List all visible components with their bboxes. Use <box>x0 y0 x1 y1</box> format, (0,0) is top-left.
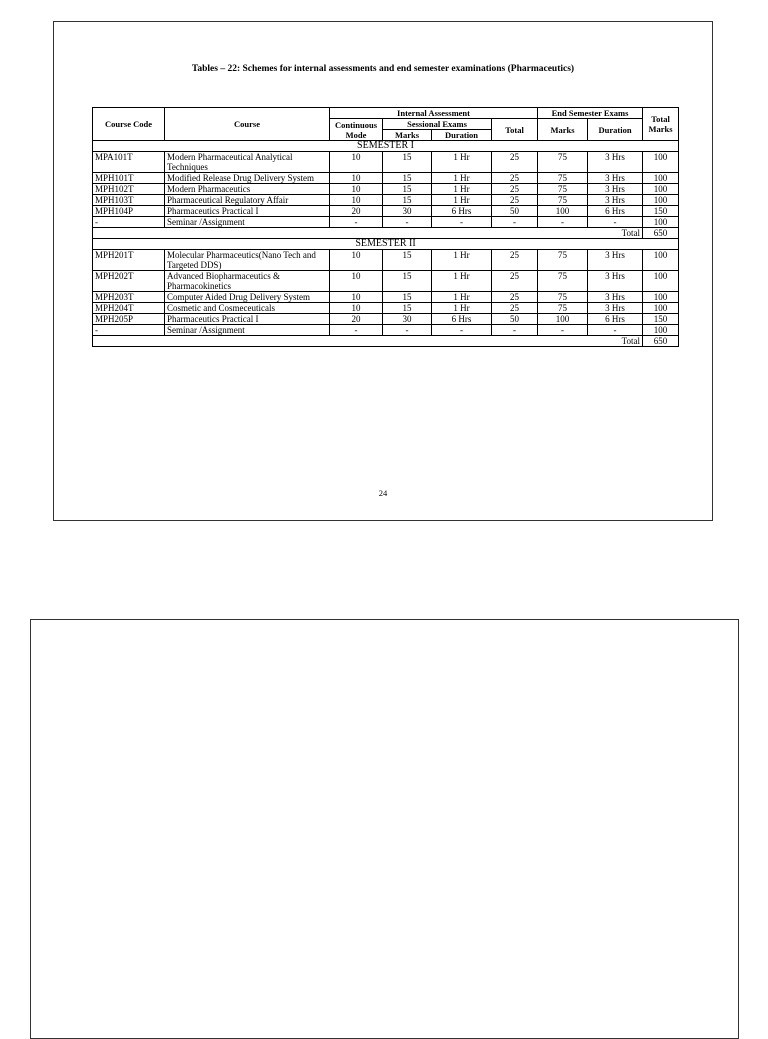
sessional-marks-cell: 15 <box>383 250 432 271</box>
semester-header-row <box>93 141 679 152</box>
es-duration-cell: 3 Hrs <box>588 250 643 271</box>
sessional-marks-cell: - <box>383 325 432 336</box>
sessional-marks-cell: 15 <box>383 184 432 195</box>
header-es-marks: Marks <box>538 119 588 141</box>
course-name-cell: Pharmaceutics Practical I <box>165 314 330 325</box>
table-row <box>93 173 679 184</box>
total-marks-cell: 100 <box>643 173 679 184</box>
sessional-marks-cell: - <box>383 217 432 228</box>
es-marks-cell: 100 <box>538 206 588 217</box>
table-body <box>93 141 679 347</box>
table-row <box>93 314 679 325</box>
continuous-mode-cell: - <box>330 217 383 228</box>
total-marks-cell: 100 <box>643 303 679 314</box>
es-duration-cell: 3 Hrs <box>588 152 643 173</box>
header-sessional-duration: Duration <box>432 130 492 141</box>
ia-total-cell: 25 <box>492 184 538 195</box>
ia-total-cell: - <box>492 325 538 336</box>
header-continuous-mode: Continuous Mode <box>330 119 383 141</box>
table-row <box>93 217 679 228</box>
es-marks-cell: 75 <box>538 195 588 206</box>
es-duration-cell: 3 Hrs <box>588 303 643 314</box>
ia-total-cell: 25 <box>492 195 538 206</box>
course-name-cell: Modern Pharmaceutical Analytical Techniques <box>165 152 330 173</box>
course-code-cell: MPH204T <box>93 303 165 314</box>
es-marks-cell: 75 <box>538 250 588 271</box>
semester-header-row <box>93 239 679 250</box>
ia-total-cell: 25 <box>492 303 538 314</box>
header-es-duration: Duration <box>588 119 643 141</box>
course-code-cell: - <box>93 217 165 228</box>
ia-total-cell: 25 <box>492 173 538 184</box>
total-marks-cell: 100 <box>643 195 679 206</box>
continuous-mode-cell: 10 <box>330 303 383 314</box>
ia-total-cell: - <box>492 217 538 228</box>
course-name-cell: Pharmaceutics Practical I <box>165 206 330 217</box>
sessional-duration-cell: 1 Hr <box>432 292 492 303</box>
document-page <box>53 21 713 521</box>
header-course-code: Course Code <box>93 108 165 141</box>
blank-page <box>30 619 739 1039</box>
semester-total-value: 650 <box>643 336 679 347</box>
es-marks-cell: - <box>538 325 588 336</box>
continuous-mode-cell: - <box>330 325 383 336</box>
header-sessional-exams: Sessional Exams <box>383 119 492 130</box>
continuous-mode-cell: 10 <box>330 250 383 271</box>
table-header <box>93 108 679 141</box>
sessional-marks-cell: 15 <box>383 152 432 173</box>
header-sessional-marks: Marks <box>383 130 432 141</box>
total-marks-cell: 100 <box>643 292 679 303</box>
header-internal-assessment: Internal Assessment <box>330 108 538 119</box>
exam-scheme-table <box>92 107 679 347</box>
sessional-marks-cell: 15 <box>383 292 432 303</box>
sessional-marks-cell: 15 <box>383 173 432 184</box>
course-name-cell: Seminar /Assignment <box>165 325 330 336</box>
es-duration-cell: - <box>588 217 643 228</box>
course-name-cell: Cosmetic and Cosmeceuticals <box>165 303 330 314</box>
semester-total-label: Total <box>93 336 643 347</box>
course-name-cell: Computer Aided Drug Delivery System <box>165 292 330 303</box>
continuous-mode-cell: 20 <box>330 314 383 325</box>
total-marks-cell: 150 <box>643 206 679 217</box>
semester-label: SEMESTER II <box>93 239 679 250</box>
sessional-marks-cell: 15 <box>383 303 432 314</box>
continuous-mode-cell: 10 <box>330 184 383 195</box>
page-number: 24 <box>378 488 388 498</box>
sessional-duration-cell: - <box>432 325 492 336</box>
es-marks-cell: 75 <box>538 184 588 195</box>
semester-label: SEMESTER I <box>93 141 679 152</box>
table-row <box>93 303 679 314</box>
continuous-mode-cell: 10 <box>330 271 383 292</box>
continuous-mode-cell: 20 <box>330 206 383 217</box>
sessional-duration-cell: 1 Hr <box>432 250 492 271</box>
course-code-cell: MPH101T <box>93 173 165 184</box>
sessional-duration-cell: - <box>432 217 492 228</box>
es-marks-cell: 100 <box>538 314 588 325</box>
continuous-mode-cell: 10 <box>330 152 383 173</box>
es-duration-cell: 3 Hrs <box>588 184 643 195</box>
es-duration-cell: 3 Hrs <box>588 292 643 303</box>
table-row <box>93 250 679 271</box>
total-marks-cell: 100 <box>643 325 679 336</box>
semester-total-value: 650 <box>643 228 679 239</box>
es-duration-cell: - <box>588 325 643 336</box>
es-duration-cell: 6 Hrs <box>588 314 643 325</box>
table-row <box>93 325 679 336</box>
ia-total-cell: 50 <box>492 206 538 217</box>
course-code-cell: MPA101T <box>93 152 165 173</box>
sessional-marks-cell: 30 <box>383 206 432 217</box>
semester-total-row <box>93 228 679 239</box>
table-row <box>93 152 679 173</box>
table-row <box>93 271 679 292</box>
ia-total-cell: 50 <box>492 314 538 325</box>
sessional-marks-cell: 15 <box>383 271 432 292</box>
header-course: Course <box>165 108 330 141</box>
continuous-mode-cell: 10 <box>330 173 383 184</box>
es-marks-cell: 75 <box>538 152 588 173</box>
sessional-duration-cell: 6 Hrs <box>432 206 492 217</box>
course-name-cell: Modern Pharmaceutics <box>165 184 330 195</box>
es-marks-cell: 75 <box>538 303 588 314</box>
course-code-cell: - <box>93 325 165 336</box>
course-code-cell: MPH203T <box>93 292 165 303</box>
header-end-semester-exams: End Semester Exams <box>538 108 643 119</box>
ia-total-cell: 25 <box>492 152 538 173</box>
ia-total-cell: 25 <box>492 292 538 303</box>
table-row <box>93 206 679 217</box>
semester-total-label: Total <box>93 228 643 239</box>
total-marks-cell: 100 <box>643 184 679 195</box>
es-marks-cell: - <box>538 217 588 228</box>
es-marks-cell: 75 <box>538 173 588 184</box>
table-title: Tables – 22: Schemes for internal assessments and end semester examinations (Pharmaceutics) <box>191 64 575 74</box>
course-code-cell: MPH103T <box>93 195 165 206</box>
es-duration-cell: 6 Hrs <box>588 206 643 217</box>
course-code-cell: MPH104P <box>93 206 165 217</box>
course-code-cell: MPH202T <box>93 271 165 292</box>
total-marks-cell: 100 <box>643 271 679 292</box>
sessional-duration-cell: 1 Hr <box>432 184 492 195</box>
es-duration-cell: 3 Hrs <box>588 271 643 292</box>
header-ia-total: Total <box>492 119 538 141</box>
es-marks-cell: 75 <box>538 271 588 292</box>
sessional-duration-cell: 1 Hr <box>432 173 492 184</box>
ia-total-cell: 25 <box>492 250 538 271</box>
sessional-marks-cell: 15 <box>383 195 432 206</box>
ia-total-cell: 25 <box>492 271 538 292</box>
continuous-mode-cell: 10 <box>330 195 383 206</box>
total-marks-cell: 100 <box>643 217 679 228</box>
sessional-duration-cell: 1 Hr <box>432 152 492 173</box>
sessional-duration-cell: 1 Hr <box>432 271 492 292</box>
course-name-cell: Advanced Biopharmaceutics & Pharmacokinetics <box>165 271 330 292</box>
total-marks-cell: 150 <box>643 314 679 325</box>
total-marks-cell: 100 <box>643 152 679 173</box>
es-duration-cell: 3 Hrs <box>588 195 643 206</box>
course-name-cell: Modified Release Drug Delivery System <box>165 173 330 184</box>
es-duration-cell: 3 Hrs <box>588 173 643 184</box>
course-code-cell: MPH201T <box>93 250 165 271</box>
total-marks-cell: 100 <box>643 250 679 271</box>
sessional-duration-cell: 1 Hr <box>432 303 492 314</box>
header-total-marks: Total Marks <box>643 108 679 141</box>
sessional-duration-cell: 6 Hrs <box>432 314 492 325</box>
course-name-cell: Seminar /Assignment <box>165 217 330 228</box>
table-row <box>93 292 679 303</box>
course-code-cell: MPH102T <box>93 184 165 195</box>
sessional-marks-cell: 30 <box>383 314 432 325</box>
table-row <box>93 195 679 206</box>
course-name-cell: Pharmaceutical Regulatory Affair <box>165 195 330 206</box>
semester-total-row <box>93 336 679 347</box>
course-name-cell: Molecular Pharmaceutics(Nano Tech and Targeted DDS) <box>165 250 330 271</box>
course-code-cell: MPH205P <box>93 314 165 325</box>
sessional-duration-cell: 1 Hr <box>432 195 492 206</box>
continuous-mode-cell: 10 <box>330 292 383 303</box>
es-marks-cell: 75 <box>538 292 588 303</box>
table-row <box>93 184 679 195</box>
